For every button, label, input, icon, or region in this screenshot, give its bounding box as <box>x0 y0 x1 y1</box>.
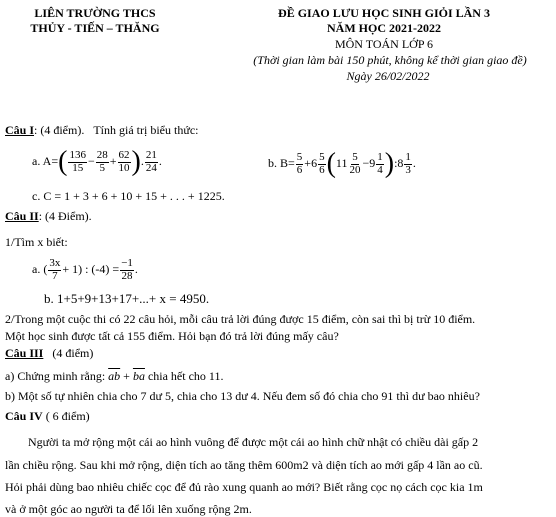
find-x-label: 1/Tìm x biết: <box>5 235 68 249</box>
expression-a <box>32 148 162 176</box>
fraction: $\frac{1}{4}$ <box>377 150 383 176</box>
mixed-whole: 8 <box>397 156 404 171</box>
question-3-part-b: b) Một số tự nhiên chia cho 7 dư 5, chia cho 13 dư 4. Nếu đem số đó chia cho 91 thì dư bao nhiêu? <box>5 389 480 403</box>
fraction: $\frac{62}{10}$ <box>118 148 130 174</box>
number-ba: $\overline{ba}$ <box>132 369 145 383</box>
question-4-title: Câu IV <box>5 409 43 423</box>
fraction: $\frac{5}{6}$ <box>296 150 303 176</box>
expression-c: c. C = 1 + 3 + 6 + 10 + 15 + . . . + 1225. <box>32 189 225 203</box>
period: . <box>134 262 138 277</box>
school-name-line1: LIÊN TRƯỜNG THCS <box>34 6 156 20</box>
mixed-whole: 6 <box>311 156 318 171</box>
question-3-title: Câu III <box>5 346 44 360</box>
question-4-points: ( 6 điểm) <box>45 409 90 423</box>
school-name-line2: THỦY - TIẾN – THĂNG <box>30 21 160 35</box>
fraction: $\frac{-1}{28}$ <box>121 257 133 282</box>
school-year: NĂM HỌC 2021-2022 <box>327 21 441 35</box>
part-a-prefix: a) Chứng minh rằng: <box>5 369 106 383</box>
plus-sign: + <box>123 369 130 383</box>
question-4-line4: và ở một góc ao người ta để lối lên xuống rộng 2m. <box>5 502 252 516</box>
plus-sign: + <box>109 154 117 169</box>
equation-a-middle: + 1) : (-4) = <box>62 262 120 277</box>
fraction: $\frac{28}{5}$ <box>96 148 108 174</box>
exam-date: Ngày 26/02/2022 <box>346 69 430 83</box>
fraction: $\frac{5}{6}$ <box>319 150 325 176</box>
close-paren: ) <box>131 146 141 177</box>
expression-b-label: b. B= <box>268 156 295 171</box>
question-2-points: : (4 Điểm). <box>38 209 92 223</box>
question-4-line1: Người ta mở rộng một cái ao hình vuông để được một cái ao hình chữ nhật có chiều dài gấp 2 <box>28 435 479 449</box>
question-4-line3: Hỏi phải dùng bao nhiêu chiếc cọc để đủ rào xung quanh ao mới? Biết rằng cọc nọ cách cọc kia 1m <box>5 480 483 494</box>
equation-b-text: b. 1+5+9+13+17+...+ x = 4950 <box>44 291 206 306</box>
mixed-whole: 9 <box>369 156 376 171</box>
problem-2-line2: Một học sinh được tất cả 155 điểm. Hỏi bạn đó trả lời đúng mấy câu? <box>5 329 339 343</box>
expression-a-label: a. A= <box>32 154 59 169</box>
part-a-suffix: chia hết cho 11. <box>147 369 224 383</box>
fraction: $\frac{1}{3}$ <box>405 150 411 176</box>
open-paren: ( <box>58 146 68 177</box>
question-4-heading <box>5 410 90 423</box>
mixed-whole: 11 <box>335 156 348 171</box>
period: . <box>158 154 162 169</box>
minus-sign: − <box>362 156 370 171</box>
equation-b <box>44 292 209 306</box>
dot-sign: . <box>140 154 144 169</box>
open-paren: ( <box>326 148 336 179</box>
plus-sign: + <box>304 156 312 171</box>
equation-a-label: a. ( <box>32 262 48 277</box>
question-3-heading <box>5 347 93 360</box>
minus-sign: − <box>87 154 95 169</box>
period: . <box>205 291 210 306</box>
equation-a <box>32 258 138 282</box>
question-2-heading <box>5 210 92 223</box>
period: . <box>412 156 416 171</box>
question-3-points: (4 điểm) <box>52 346 94 360</box>
expression-b <box>268 150 416 178</box>
question-1-points: : (4 điểm). <box>34 123 85 137</box>
question-2-title: Câu II <box>5 209 39 223</box>
number-ab: $\overline{ab}$ <box>108 369 121 383</box>
question-1-prompt: Tính giá trị biểu thức: <box>93 123 199 137</box>
problem-2-line1: 2/Trong một cuộc thi có 22 câu hỏi, mỗi câu trả lời đúng được 15 điểm, còn sai thì bị trừ 10 điểm. <box>5 312 476 326</box>
fraction: $\frac{136}{15}$ <box>69 148 86 174</box>
exam-title: ĐỀ GIAO LƯU HỌC SINH GIỎI LẦN 3 <box>278 6 490 20</box>
fraction: $\frac{3x}{7}$ <box>49 257 61 282</box>
fraction: $\frac{21}{24}$ <box>145 148 157 174</box>
subject-title: MÔN TOÁN LỚP 6 <box>334 37 434 51</box>
question-1-title: Câu I <box>5 123 35 137</box>
exam-duration: (Thời gian làm bài 150 phút, không kể thời gian giao đề) <box>253 53 527 67</box>
divide-sign: : <box>394 156 398 171</box>
fraction: $\frac{5}{20}$ <box>349 150 361 176</box>
question-1-heading <box>5 124 199 137</box>
question-4-line2: lần chiều rộng. Sau khi mở rộng, diện tích ao tăng thêm 600m2 và diện tích ao mới gấp 4 lần ao cũ. <box>5 458 483 472</box>
question-3-part-a <box>5 370 223 383</box>
close-paren: ) <box>384 148 395 179</box>
